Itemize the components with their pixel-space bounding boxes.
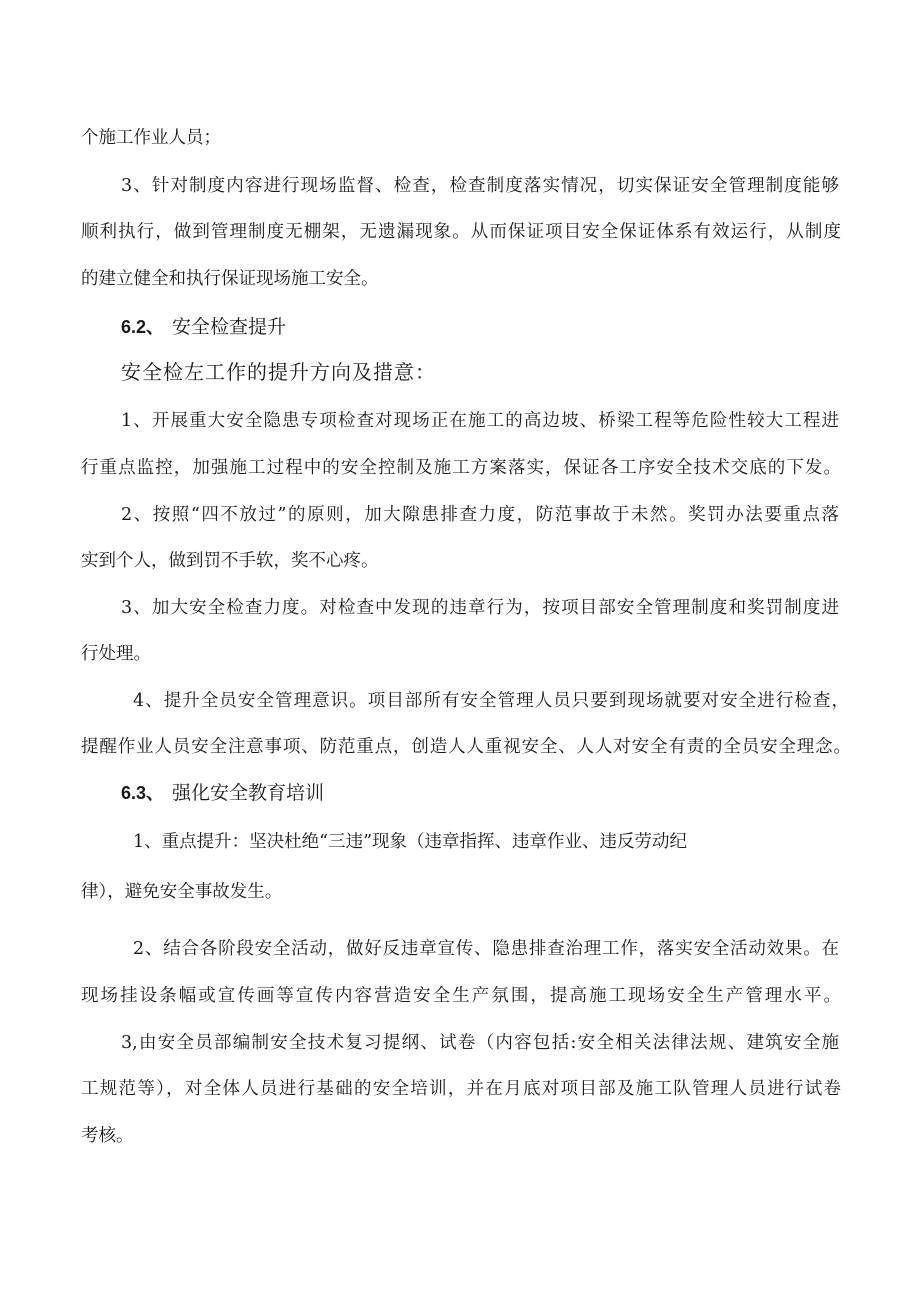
paragraph-line: 律），避免安全事故发生。: [81, 882, 283, 902]
paragraph-line: 2、按照“四不放过”的原则，加大隙患排查力度，防范事故于未然。奖罚办法要重点落: [121, 505, 839, 525]
paragraph-line: 的建立健全和执行保证现场施工安全。: [81, 269, 379, 289]
paragraph-line: 工规范等），对全体人员进行基础的安全培训，并在月底对项目部及施工队管理人员进行试卷: [81, 1079, 841, 1099]
paragraph-line: 现场挂设条幅或宣传画等宣传内容营造安全生产氛围，提高施工现场安全生产管理水平。: [81, 986, 841, 1006]
paragraph-line: 行重点监控，加强施工过程中的安全控制及施工方案落实，保证各工序安全技术交底的下发。: [81, 458, 841, 478]
section-heading-6-3: [121, 781, 324, 805]
paragraph-line: 4、提升全员安全管理意识。项目部所有安全管理人员只要到现场就要对安全进行检查，: [133, 691, 849, 711]
paragraph-line: 1、重点提升：坚决杜绝“三违”现象（违章指挥、违章作业、违反劳动纪: [133, 832, 688, 852]
paragraph-line: 提醒作业人员安全注意事项、防范重点，创造人人重视安全、人人对安全有责的全员安全理念。: [81, 737, 851, 757]
paragraph-line: 考核。: [81, 1126, 134, 1146]
section-title: 安全检查提升: [172, 316, 287, 338]
paragraph-line: 个施工作业人员；: [81, 128, 221, 148]
paragraph-line: 行处理。: [81, 644, 151, 664]
paragraph-line: 实到个人，做到罚不手软，奖不心疼。: [81, 551, 379, 571]
section-heading-6-2: [121, 315, 286, 339]
subheading: 安全检左工作的提升方向及措意：: [121, 360, 436, 384]
paragraph-line: 3,由安全员部编制安全技术复习提纲、试卷（内容包括:安全相关法律法规、建筑安全施: [121, 1033, 839, 1053]
section-number: 6.3、: [121, 783, 165, 803]
paragraph-line: 顺利执行，做到管理制度无棚架，无遗漏现象。从而保证项目安全保证体系有效运行，从制度: [81, 222, 841, 242]
paragraph-line: 3、加大安全检查力度。对检查中发现的违章行为，按项目部安全管理制度和奖罚制度进: [121, 598, 839, 618]
paragraph-line: 3、针对制度内容进行现场监督、检查，检查制度落实情况，切实保证安全管理制度能够: [121, 176, 839, 196]
paragraph-line: 2、结合各阶段安全活动，做好反违章宣传、隐患排查治理工作，落实安全活动效果。在: [133, 939, 839, 959]
paragraph-line: 1、开展重大安全隐患专项检查对现场正在施工的高边坡、桥梁工程等危险性较大工程进: [121, 411, 839, 431]
section-title: 强化安全教育培训: [172, 782, 325, 804]
section-number: 6.2、: [121, 317, 165, 337]
